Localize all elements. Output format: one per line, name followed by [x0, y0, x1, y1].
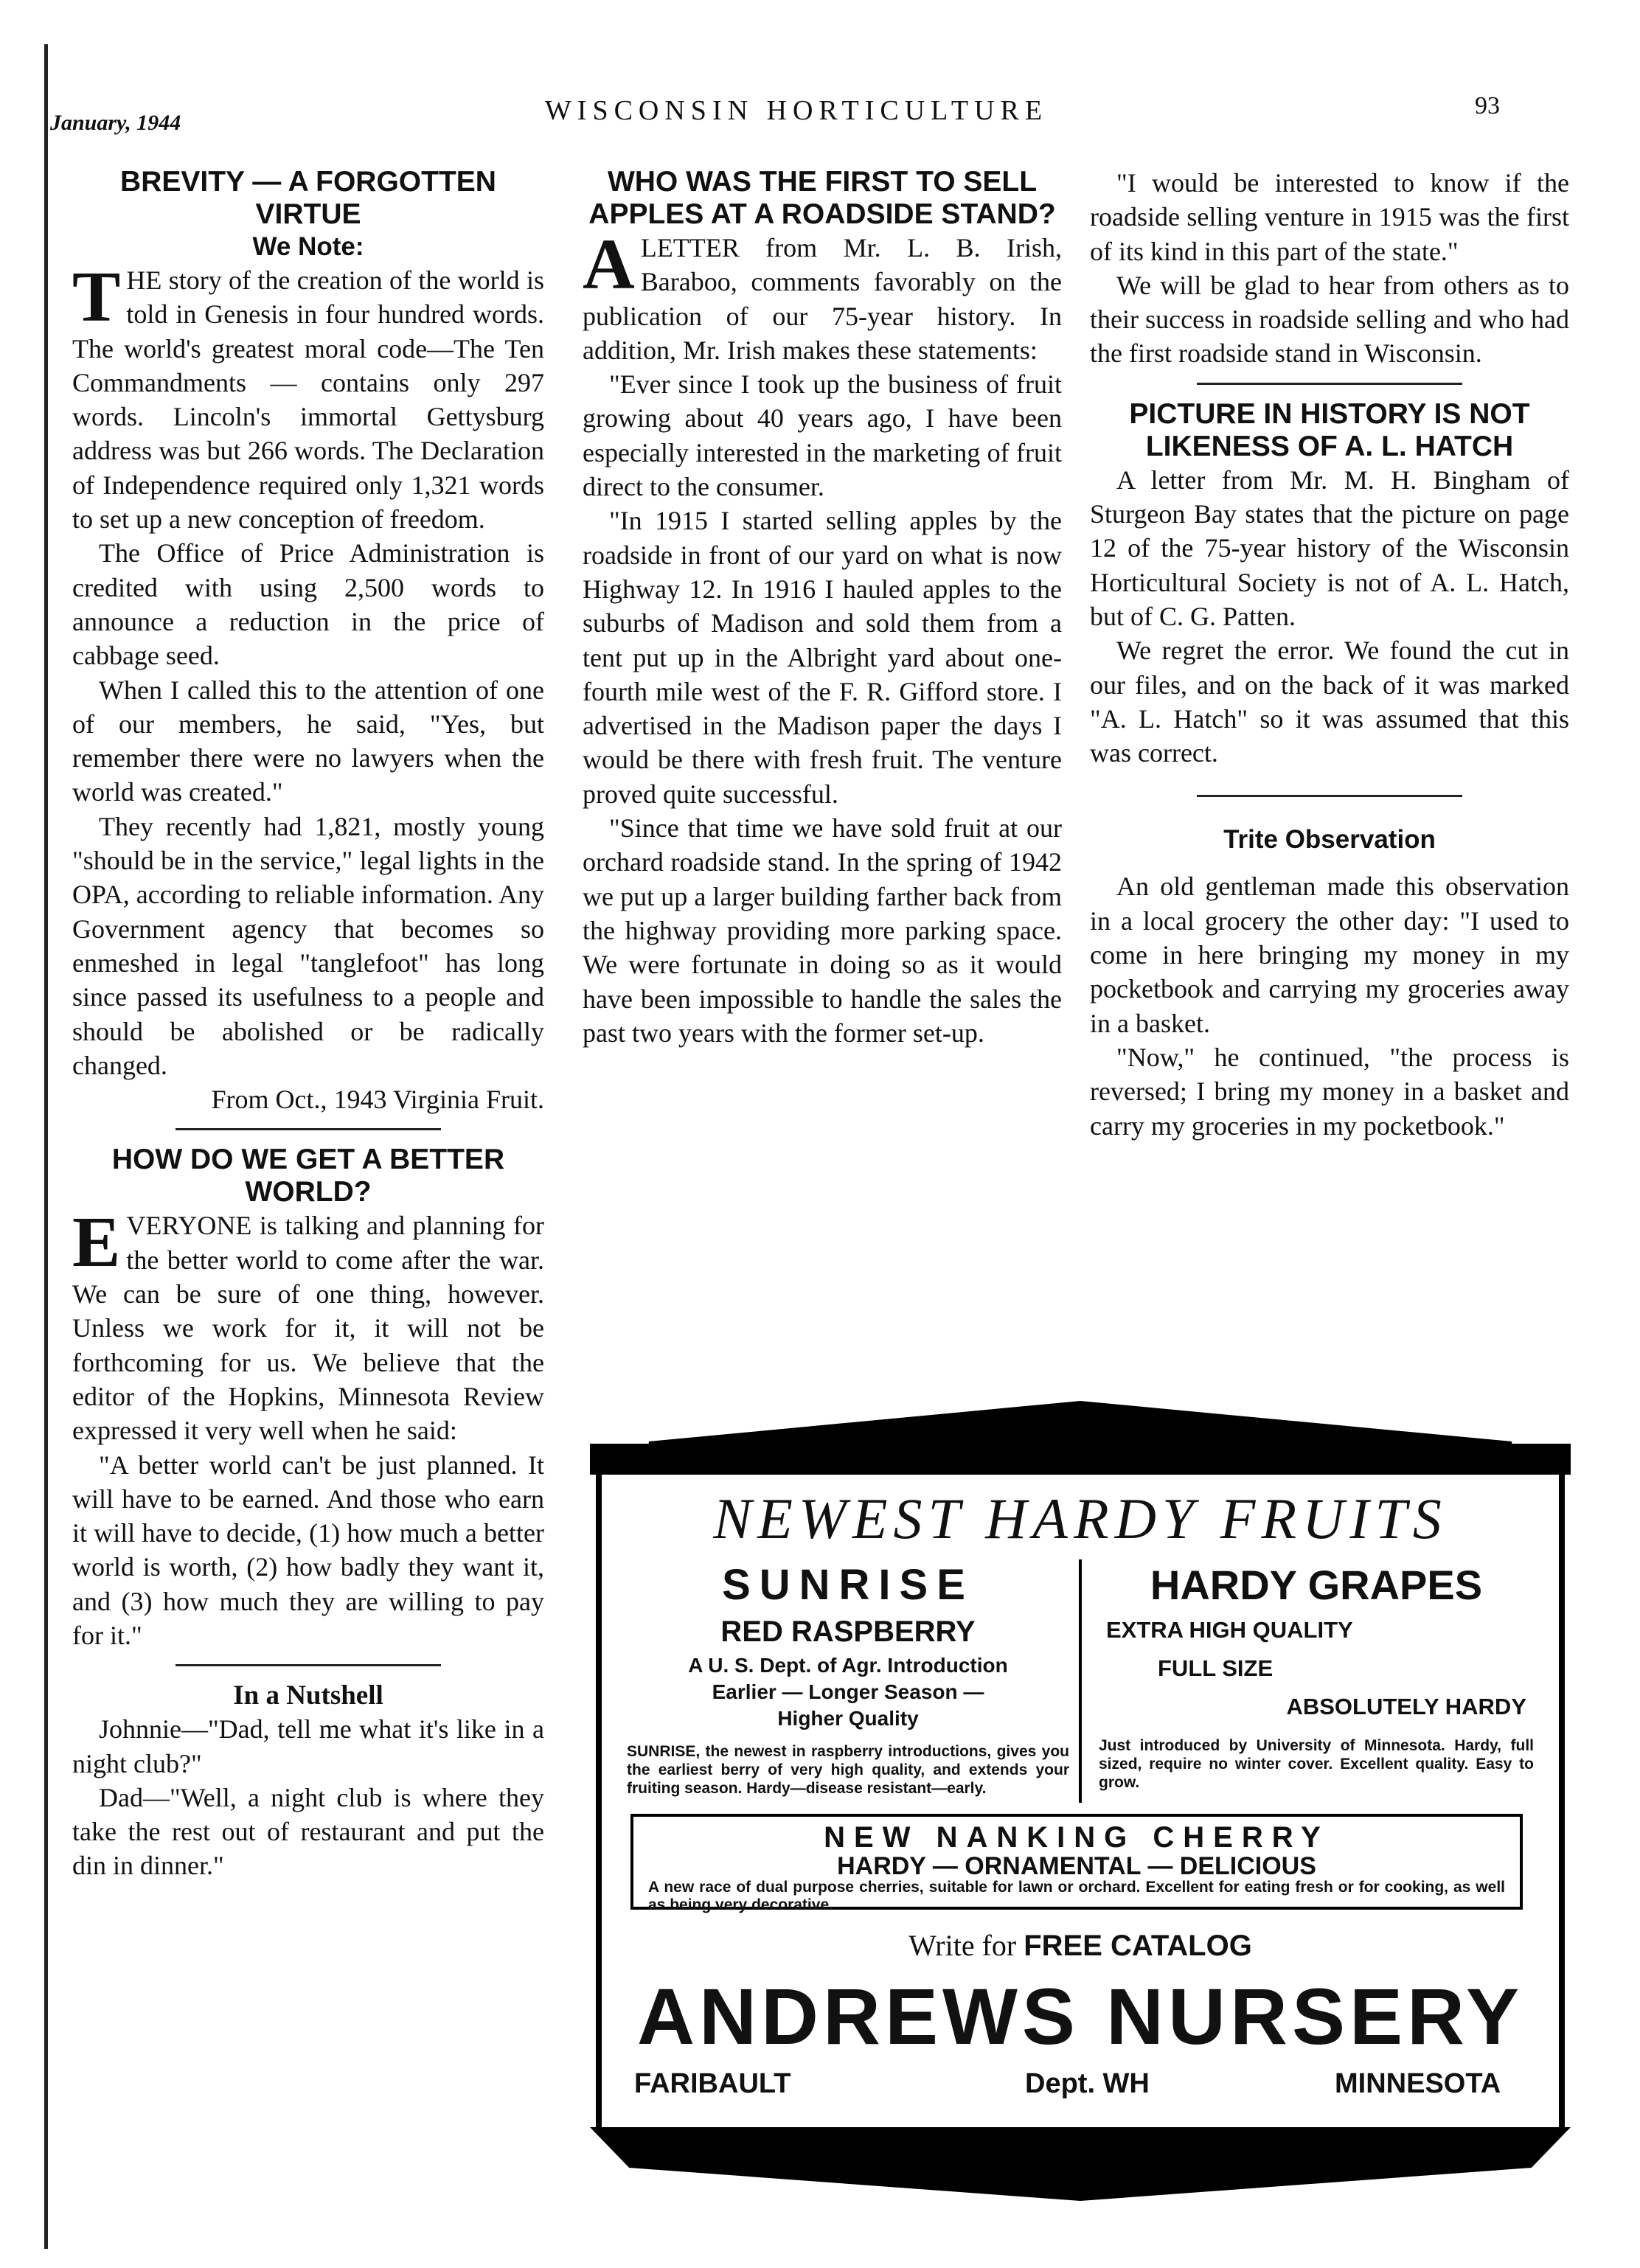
nursery-name: ANDREWS NURSERY: [636, 1972, 1524, 2061]
cherry-subtitle: HARDY — ORNAMENTAL — DELICIOUS: [837, 1852, 1316, 1880]
apples-paragraph: "In 1915 I started selling apples by the roadside in front of our yard on what is now Highway 12. In 1916 I hauled apples to the suburbs of Madison and sold them from a tent put up in the Albright yard about one-fourth mile west of the F. R. Gifford store. I advertised in the Madison paper the days I would be there with fresh fruit. The venture proved quite successful.: [583, 506, 1062, 809]
section-divider: [1197, 383, 1462, 385]
page-number: 93: [1475, 92, 1500, 119]
raspberry-line: Earlier — Longer Season —: [712, 1680, 984, 1703]
ad-frame-bottom: [590, 2127, 1571, 2201]
apples-paragraph: We will be glad to hear from others as to their success in roadside selling and who had the first roadside stand in Wisconsin.: [1090, 270, 1569, 369]
nutshell-paragraph: Dad—"Well, a night club is where they take the rest out of restaurant and put the din in dinner.": [72, 1782, 544, 1881]
apples-title: WHO WAS THE FIRST TO SELL APPLES AT A ROADSIDE STAND?: [588, 166, 1056, 230]
hatch-paragraph: We regret the error. We found the cut in our files, and on the back of it was marked "A. L. Hatch" so it was assumed that this was correct.: [1090, 636, 1569, 768]
brevity-paragraph: When I called this to the attention of one of our members, he said, "Yes, but remember there were no lawyers when the world was created.": [72, 675, 544, 807]
column-middle: [583, 166, 1062, 1050]
drop-cap: T: [72, 257, 121, 337]
ad-column-rule: [1079, 1559, 1082, 1803]
hatch-title: PICTURE IN HISTORY IS NOT LIKENESS OF A. L. HATCH: [1129, 397, 1530, 462]
section-divider: [1197, 795, 1462, 797]
trite-paragraph: An old gentleman made this observation in a local grocery the other day: "I used to come in here bringing my money in my pocketbook and carrying my groceries away in a basket.: [1090, 872, 1569, 1038]
brevity-paragraph: THE story of the creation of the world is told in Genesis in four hundred words. The world's greatest moral code—The Ten Commandments — contains only 297 words. Lincoln's immortal Gettysburg address was but 266 words. The Declaration of Independence required only 1,321 words to set up a new conception of freedom.: [72, 257, 544, 535]
raspberry-name: SUNRISE: [722, 1561, 974, 1609]
trite-paragraph: "Now," he continued, "the process is reversed; I bring my money in a basket and carry my groceries in my pocketbook.": [1090, 1042, 1569, 1141]
nursery-advertisement: [590, 1401, 1571, 2201]
page-edge-rule: [44, 44, 48, 2249]
catalog-offer: FREE CATALOG: [1024, 1930, 1252, 1962]
column-right: [1090, 166, 1569, 1143]
catalog-prefix: Write for: [908, 1929, 1017, 1962]
nursery-dept: Dept. WH: [1025, 2068, 1150, 2099]
better-world-paragraph: EVERYONE is talking and planning for the better world to come after the war. We can be sure of one thing, however. Unless we work for it, it will not be forthcoming for us. We believe that the editor of the Hopkins, Minnesota Review expressed it very well when he said:: [72, 1203, 544, 1446]
apples-paragraph: ALETTER from Mr. L. B. Irish, Baraboo, comments favorably on the publication of our 75-year history. In addition, Mr. Irish makes these statements:: [583, 225, 1062, 365]
grapes-line: ABSOLUTELY HARDY: [1286, 1694, 1526, 1719]
trite-title: Trite Observation: [1223, 825, 1436, 855]
section-divider: [176, 1128, 441, 1130]
ad-headline: NEWEST HARDY FRUITS: [713, 1486, 1448, 1551]
raspberry-line: A U. S. Dept. of Agr. Introduction: [688, 1654, 1008, 1677]
brevity-paragraph: They recently had 1,821, mostly young "should be in the service," legal lights in the OPA, according to reliable information. Any Government agency that becomes so enmeshed in legal "tanglefoot" has long since passed its usefulness to a people and should be abolished or be radically changed.: [72, 811, 544, 1080]
better-world-title: HOW DO WE GET A BETTER WORLD?: [111, 1144, 505, 1208]
drop-cap: A: [583, 225, 635, 305]
cherry-description: A new race of dual purpose cherries, suitable for lawn or orchard. Excellent for eating fresh or for cooking, as well as being very decorative.: [648, 1879, 1505, 1913]
apples-paragraph: "Since that time we have sold fruit at our orchard roadside stand. In the spring of 1942 we put up a larger building farther back from the highway providing more parking space. We were fortunate in doing so as it would have been impossible to handle the sales the past two years with the former set-up.: [583, 813, 1062, 1048]
apples-paragraph: "I would be interested to know if the roadside selling venture in 1915 was the first of its kind in this part of the state.": [1090, 168, 1569, 266]
brevity-paragraph: The Office of Price Administration is credited with using 2,500 words to announce a reduction in the price of cabbage seed.: [72, 538, 544, 671]
publication-title: WISCONSIN HORTICULTURE: [544, 95, 1049, 126]
cherry-title: NEW NANKING CHERRY: [824, 1821, 1330, 1854]
grapes-name: HARDY GRAPES: [1150, 1562, 1483, 1608]
grapes-description: Just introduced by University of Minnesota. Hardy, full sized, require no winter cover. Excellent quality. Easy to grow.: [1099, 1737, 1534, 1791]
nursery-state: MINNESOTA: [1335, 2068, 1501, 2099]
better-world-quote: "A better world can't be just planned. It will have to be earned. And those who earn it will have to decide, (1) how much a better world is worth, (2) how badly they want it, and (3) how much they are willing to pay for it.": [72, 1450, 544, 1650]
raspberry-type: RED RASPBERRY: [720, 1615, 976, 1648]
section-divider: [176, 1664, 441, 1666]
hatch-paragraph: A letter from Mr. M. H. Bingham of Sturgeon Bay states that the picture on page 12 of the 75-year history of the Wisconsin Horticultural Society is not of A. L. Hatch, but of C. G. Patten.: [1090, 465, 1569, 631]
brevity-subtitle: We Note:: [252, 232, 364, 261]
nursery-city: FARIBAULT: [634, 2068, 791, 2099]
grapes-line: FULL SIZE: [1158, 1655, 1274, 1681]
apples-paragraph: "Ever since I took up the business of fruit growing about 40 years ago, I have been especially interested in the marketing of fruit direct to the consumer.: [583, 369, 1062, 502]
catalog-line: [612, 1928, 1549, 1963]
raspberry-line: Higher Quality: [777, 1707, 919, 1730]
issue-date: January, 1944: [50, 111, 181, 135]
ad-frame-top-band: [590, 1401, 1571, 1475]
grapes-line: EXTRA HIGH QUALITY: [1106, 1617, 1353, 1643]
ad-frame-right: [1559, 1445, 1565, 2131]
nutshell-title: In a Nutshell: [233, 1680, 383, 1711]
cherry-box: [630, 1814, 1523, 1913]
ad-grapes-block: [1099, 1559, 1534, 1792]
ad-raspberry-block: [627, 1559, 1069, 1798]
raspberry-description: SUNRISE, the newest in raspberry introductions, gives you the earliest berry of very high quality, and extends your fruiting season. Hardy—disease resistant—early.: [627, 1743, 1069, 1797]
ad-frame-left: [596, 1445, 602, 2131]
drop-cap: E: [72, 1203, 121, 1283]
brevity-source: From Oct., 1943 Virginia Fruit.: [211, 1085, 544, 1115]
brevity-title: BREVITY — A FORGOTTEN VIRTUE: [120, 166, 496, 230]
column-left: [72, 166, 544, 1883]
nutshell-paragraph: Johnnie—"Dad, tell me what it's like in a night club?": [72, 1714, 544, 1778]
